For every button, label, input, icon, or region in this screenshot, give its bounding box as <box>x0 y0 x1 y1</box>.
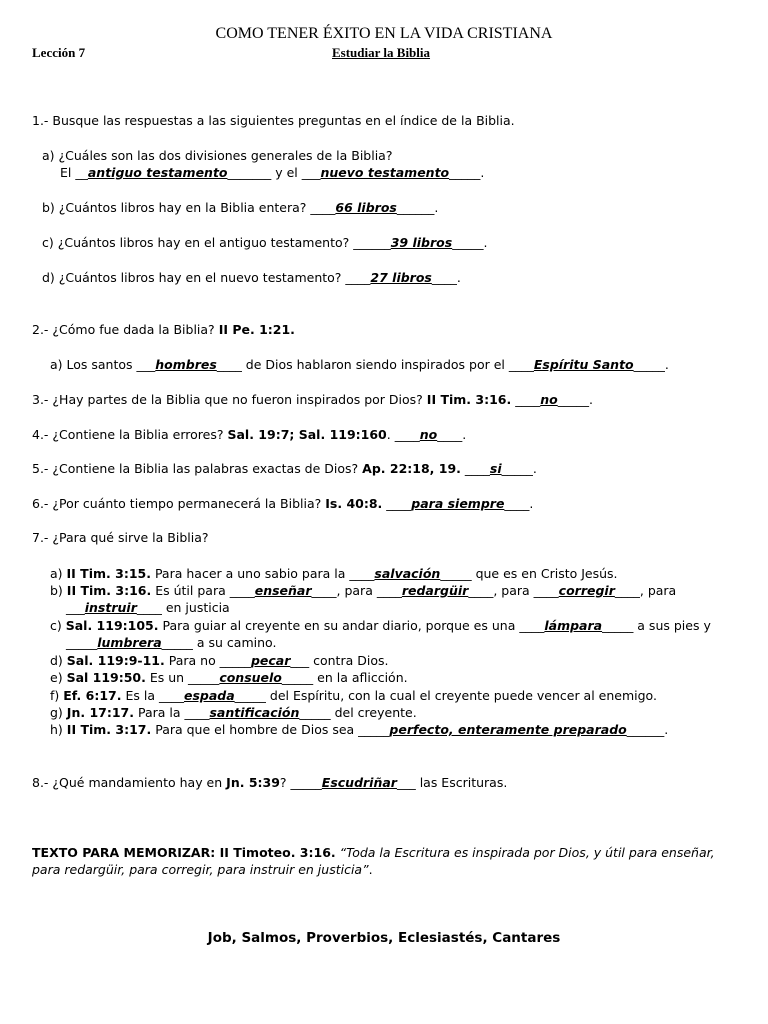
answer-blank: lámpara <box>544 618 603 633</box>
question-7b-continued: ___instruir____ en justicia <box>66 600 230 615</box>
answer-blank: redargüir <box>401 583 469 598</box>
question-7c-continued: _____lumbrera_____ a su camino. <box>66 635 277 650</box>
memory-verse: TEXTO PARA MEMORIZAR: II Timoteo. 3:16. “Toda la Escritura es inspirada por Dios, y útil para enseñar, para redargüir, para corregir, para instruir en justicia”. <box>32 845 715 877</box>
bible-reference: Sal. 19:7; Sal. 119:160 <box>227 427 387 442</box>
answer-blank: lumbrera <box>97 635 162 650</box>
answer-blank: no <box>540 392 558 407</box>
question-7b: b) II Tim. 3:16. Es útil para ____enseñar____, para ____redargüir____, para ____corregir____, para <box>50 583 677 598</box>
answer-blank: corregir <box>558 583 615 598</box>
question-7e: e) Sal 119:50. Es un _____consuelo_____ en la aflicción. <box>50 670 408 685</box>
bible-reference: Is. 40:8. <box>325 496 383 511</box>
answer-blank: salvación <box>374 566 441 581</box>
answer-blank: no <box>419 427 438 442</box>
memory-verse-label: TEXTO PARA MEMORIZAR: II Timoteo. 3:16. <box>32 845 336 860</box>
lesson-number: Lección 7 <box>32 45 86 60</box>
question-7f: f) Ef. 6:17. Es la ____espada_____ del Espíritu, con la cual el creyente puede vencer al enemigo. <box>50 688 657 703</box>
answer-blank: si <box>489 461 502 476</box>
question-1c: c) ¿Cuántos libros hay en el antiguo testamento? ______39 libros_____. <box>42 235 488 250</box>
answer-blank: Espíritu Santo <box>533 357 634 372</box>
question-7c: c) Sal. 119:105. Para guiar al creyente en su andar diario, porque es una ____lámpara_____ a sus pies y <box>50 618 711 633</box>
answer-blank: 27 libros <box>370 270 432 285</box>
question-1d: d) ¿Cuántos libros hay en el nuevo testamento? ____27 libros____. <box>42 270 461 285</box>
answer-blank: enseñar <box>254 583 312 598</box>
answer-blank: hombres <box>155 357 217 372</box>
question-7h: h) II Tim. 3:17. Para que el hombre de Dios sea _____perfecto, enteramente preparado______. <box>50 722 669 737</box>
bible-reference: II Pe. 1:21. <box>218 322 295 337</box>
question-6: 6.- ¿Por cuánto tiempo permanecerá la Biblia? Is. 40:8. ____para siempre____. <box>32 496 534 511</box>
lesson-subtitle: Estudiar la Biblia <box>332 45 431 60</box>
answer-blank: Escudriñar <box>321 775 397 790</box>
answer-blank: antiguo testamento <box>87 165 228 180</box>
document-title: COMO TENER ÉXITO EN LA VIDA CRISTIANA <box>215 25 553 42</box>
answer-blank: espada <box>183 688 235 703</box>
question-3: 3.- ¿Hay partes de la Biblia que no fueron inspirados por Dios? II Tim. 3:16. ____no_____. <box>32 392 593 407</box>
answer-blank: 39 libros <box>390 235 453 250</box>
answer-blank: santificación <box>209 705 300 720</box>
question-1a-answer-line: El __antiguo testamento_______ y el ___nuevo testamento_____. <box>60 165 485 180</box>
question-7g: g) Jn. 17:17. Para la ____santificación_____ del creyente. <box>50 705 417 720</box>
question-7-prompt: 7.- ¿Para qué sirve la Biblia? <box>32 530 209 545</box>
answer-blank: perfecto, enteramente preparado <box>389 722 627 737</box>
question-2a: a) Los santos ___hombres____ de Dios hablaron siendo inspirados por el ____Espíritu Santo_____. <box>50 357 669 372</box>
answer-blank: para siempre <box>411 496 505 511</box>
answer-blank: nuevo testamento <box>320 165 450 180</box>
bible-reference: Jn. 5:39 <box>226 775 280 790</box>
question-1a: a) ¿Cuáles son las dos divisiones generales de la Biblia? <box>42 148 393 163</box>
question-2-prompt: 2.- ¿Cómo fue dada la Biblia? II Pe. 1:21. <box>32 322 295 337</box>
question-1-prompt: 1.- Busque las respuestas a las siguientes preguntas en el índice de la Biblia. <box>32 113 515 128</box>
question-7a: a) II Tim. 3:15. Para hacer a uno sabio para la ____salvación_____ que es en Cristo Jesús. <box>50 566 618 581</box>
reading-list: Job, Salmos, Proverbios, Eclesiastés, Cantares <box>207 930 561 946</box>
question-1b: b) ¿Cuántos libros hay en la Biblia entera? ____66 libros______. <box>42 200 439 215</box>
question-5: 5.- ¿Contiene la Biblia las palabras exactas de Dios? Ap. 22:18, 19. ____si_____. <box>32 461 537 476</box>
bible-reference: Ap. 22:18, 19. <box>362 461 461 476</box>
answer-blank: 66 libros <box>335 200 397 215</box>
question-4: 4.- ¿Contiene la Biblia errores? Sal. 19:7; Sal. 119:160. ____no____. <box>32 427 467 442</box>
answer-blank: consuelo <box>219 670 282 685</box>
question-8: 8.- ¿Qué mandamiento hay en Jn. 5:39? _____Escudriñar___ las Escrituras. <box>32 775 508 790</box>
memory-verse-text: “Toda la Escritura es inspirada por Dios, y útil para enseñar, para redargüir, para corregir, para instruir en justicia” <box>32 845 715 877</box>
answer-blank: pecar <box>250 653 291 668</box>
answer-blank: instruir <box>84 600 137 615</box>
question-7d: d) Sal. 119:9-11. Para no _____pecar___ contra Dios. <box>50 653 389 668</box>
bible-reference: II Tim. 3:16. <box>426 392 512 407</box>
